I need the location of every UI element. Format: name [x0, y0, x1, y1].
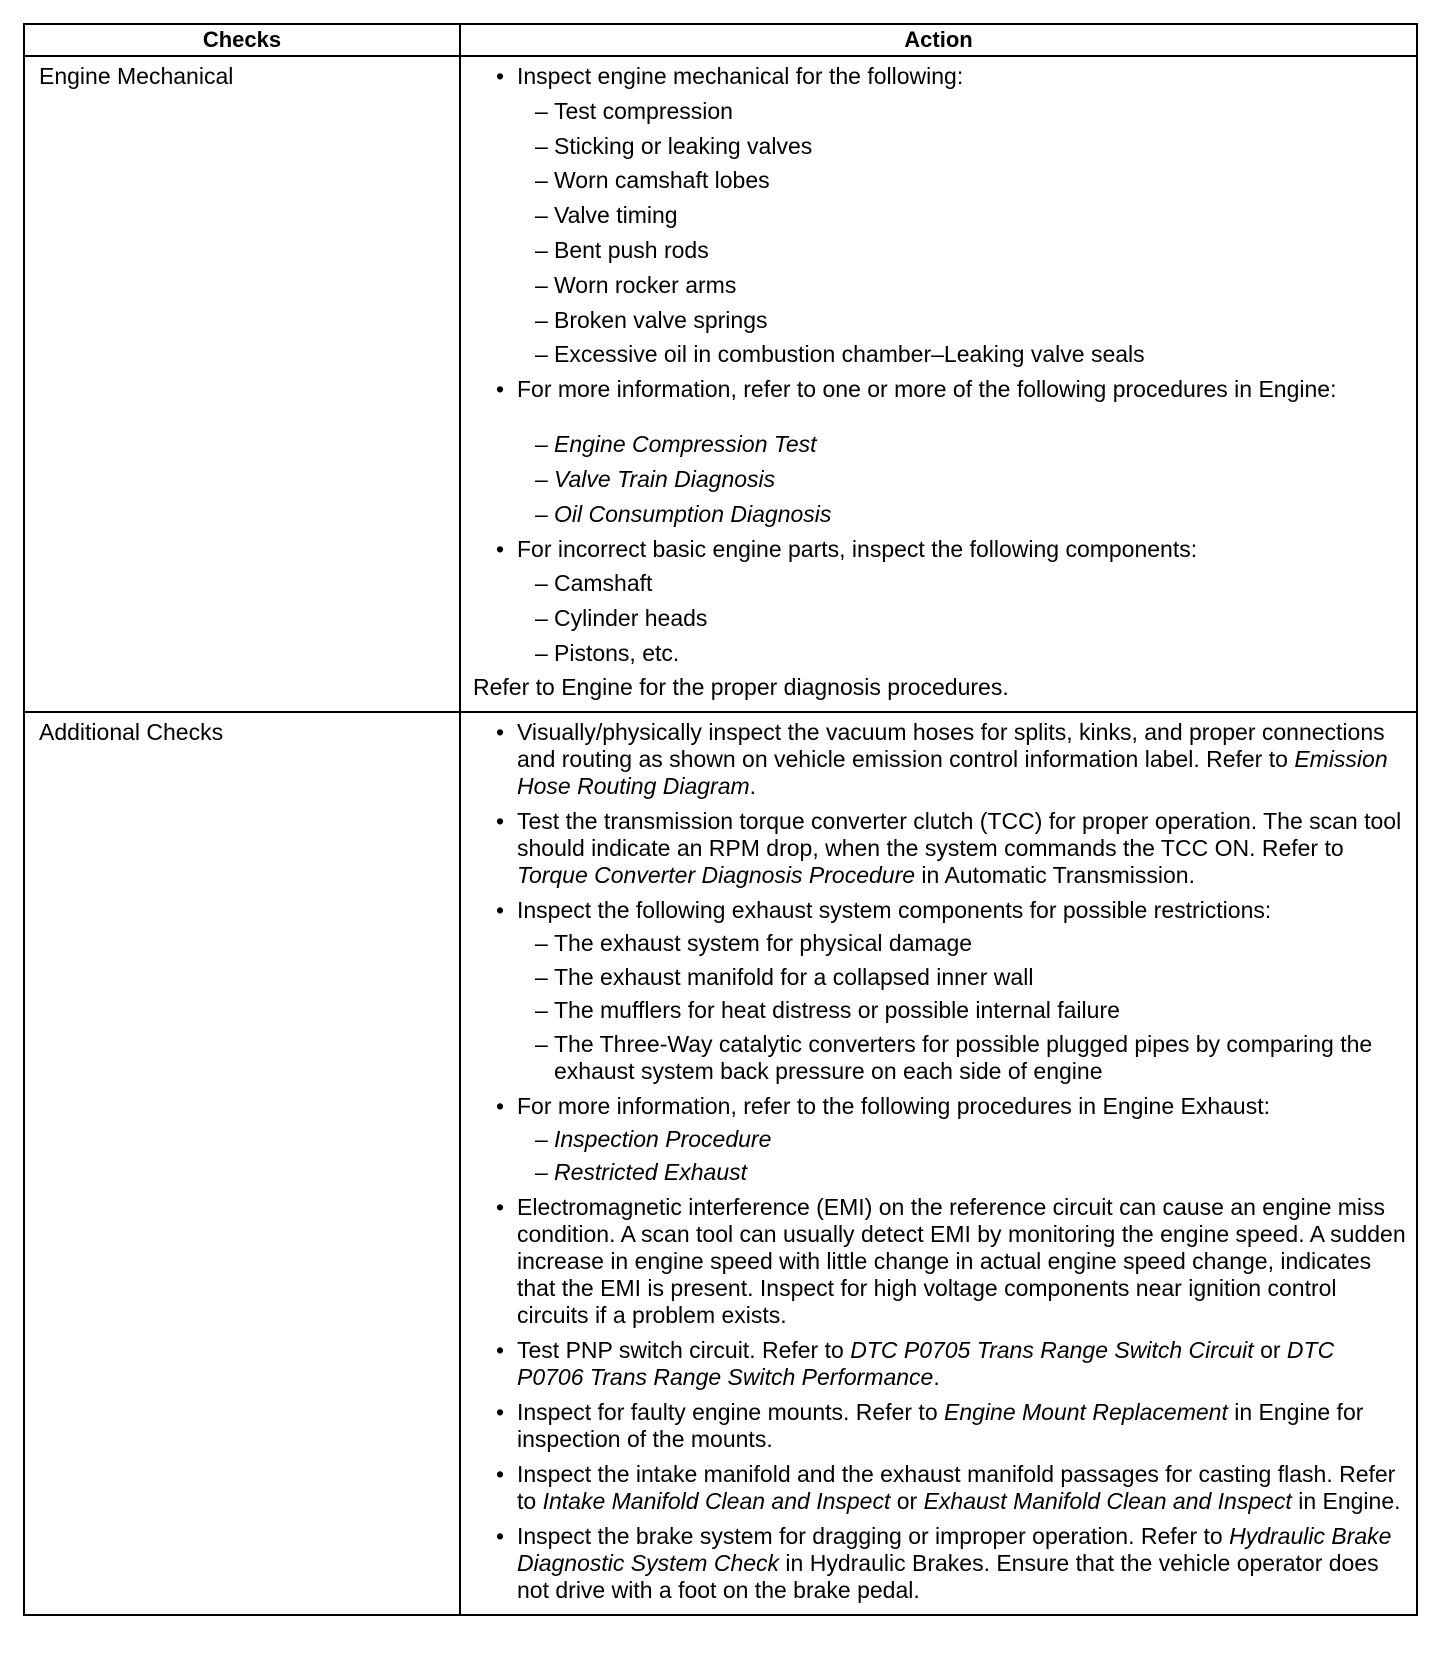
check-additional-checks: Additional Checks	[24, 712, 460, 1615]
sub-item: – Camshaft	[535, 570, 653, 597]
bullet-item: • Inspect the following exhaust system components for possible restrictions:	[496, 896, 1272, 923]
bullet-item: • For more information, refer to the following procedures in Engine Exhaust:	[496, 1092, 1270, 1119]
procedure-ref-item: – Oil Consumption Diagnosis	[535, 500, 832, 527]
table-row	[24, 712, 1417, 1615]
sub-item: – Worn camshaft lobes	[535, 167, 770, 194]
diagnostic-checks-table	[23, 23, 1418, 1616]
sub-item: – Excessive oil in combustion chamber–Leaking valve seals	[535, 341, 1145, 368]
sub-item: – The exhaust system for physical damage	[535, 930, 973, 957]
bullet-item: • Inspect the brake system for dragging or improper operation. Refer to Hydraulic Brake Diagnostic System Check in Hydraulic Brakes. Ensure that the vehicle operator does not drive with a foot on the brake pedal.	[496, 1523, 1392, 1604]
bullet-item: • Inspect engine mechanical for the following:	[496, 63, 964, 89]
sub-item: – Valve timing	[535, 202, 678, 229]
bullet-item: • For incorrect basic engine parts, inspect the following components:	[496, 535, 1198, 562]
sub-item: – Pistons, etc.	[535, 639, 680, 666]
sub-item: – The Three-Way catalytic converters for possible plugged pipes by comparing the exhaust system back pressure on each side of engine	[535, 1030, 1373, 1084]
sub-item: – Cylinder heads	[535, 605, 708, 632]
bullet-item: • Test the transmission torque converter clutch (TCC) for proper operation. The scan tool should indicate an RPM drop, when the system commands the TCC ON. Refer to Torque Converter Diagnosis Procedure in Automatic Transmission.	[496, 807, 1402, 888]
bullet-item: • Visually/physically inspect the vacuum hoses for splits, kinks, and proper connections and routing as shown on vehicle emission control information label. Refer to Emission Hose Routing Diagram.	[496, 718, 1388, 799]
sub-item: – Sticking or leaking valves	[535, 132, 813, 159]
action-additional-checks	[460, 712, 1417, 1615]
sub-item: – Test compression	[535, 97, 733, 124]
procedure-ref-item: – Engine Compression Test	[535, 431, 817, 458]
check-engine-mechanical: Engine Mechanical	[24, 56, 460, 712]
procedure-ref-item: – Valve Train Diagnosis	[535, 465, 776, 492]
sub-item: – Worn rocker arms	[535, 271, 737, 298]
bullet-item: • Test PNP switch circuit. Refer to DTC P0705 Trans Range Switch Circuit or DTC P0706 Trans Range Switch Performance.	[496, 1337, 1335, 1391]
table-row	[24, 56, 1417, 712]
bullet-item: • Inspect for faulty engine mounts. Refer to Engine Mount Replacement in Engine for inspection of the mounts.	[496, 1399, 1364, 1453]
header-checks: Checks	[24, 24, 460, 56]
sub-item: – The mufflers for heat distress or possible internal failure	[535, 997, 1120, 1024]
sub-item: – The exhaust manifold for a collapsed inner wall	[535, 963, 1034, 990]
closing-note: Refer to Engine for the proper diagnosis procedures.	[473, 673, 1009, 700]
bullet-item: • Inspect the intake manifold and the exhaust manifold passages for casting flash. Refer to Intake Manifold Clean and Inspect or Exhaust Manifold Clean and Inspect in Engine.	[496, 1461, 1401, 1515]
bullet-item: • Electromagnetic interference (EMI) on the reference circuit can cause an engine miss condition. A scan tool can usually detect EMI by monitoring the engine speed. A sudden increase in engine speed with little change in actual engine speed change, indicates that the EMI is present. Inspect for high voltage components near ignition control circuits if a problem exists.	[496, 1194, 1406, 1329]
sub-item: – Broken valve springs	[535, 306, 768, 333]
procedure-ref-item: – Inspection Procedure	[535, 1125, 772, 1152]
sub-item: – Bent push rods	[535, 236, 709, 263]
table-header-row	[24, 24, 1417, 56]
header-action: Action	[460, 24, 1417, 56]
bullet-item: • For more information, refer to one or more of the following procedures in Engine:	[496, 376, 1337, 403]
procedure-ref-item: – Restricted Exhaust	[535, 1159, 748, 1186]
action-engine-mechanical	[460, 56, 1417, 712]
